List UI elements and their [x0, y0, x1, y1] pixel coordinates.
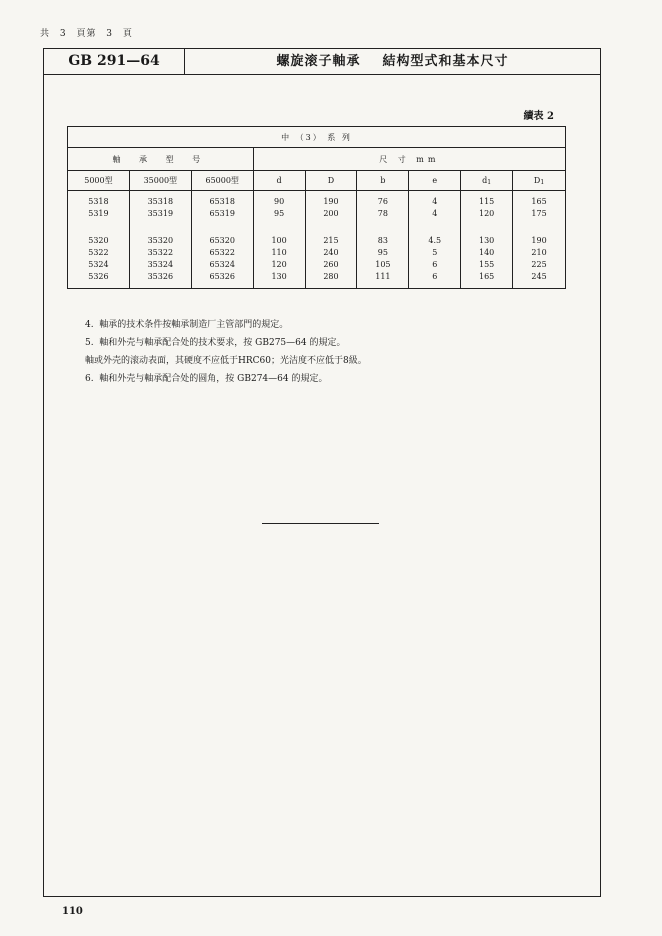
table-cell: 6	[409, 259, 461, 271]
end-divider	[262, 523, 379, 524]
table-cell: 5319	[68, 208, 130, 220]
table-cell: 245	[531, 272, 547, 281]
table-cell: 35320	[129, 220, 191, 247]
table-cell: 240	[305, 247, 357, 259]
column-header: b	[357, 171, 409, 191]
series-label: 中 （3） 系 列	[68, 127, 566, 148]
table-cell: 115	[461, 191, 513, 209]
column-header: d1	[461, 171, 513, 191]
table-cell: 35326	[129, 271, 191, 289]
note-item: 6. 軸和外壳与軸承配合处的圆角，按 GB274—64 的規定。	[85, 374, 328, 384]
table-cell: 165	[531, 197, 547, 206]
table-cell: 5324	[68, 259, 130, 271]
column-header-row	[68, 171, 566, 191]
dimension-group-header: 尺 寸 mm	[253, 148, 565, 171]
table-cell: 65318	[191, 191, 253, 209]
table-cell: 83	[357, 220, 409, 247]
table-cell: 210	[531, 248, 547, 257]
table-cell: 95	[357, 247, 409, 259]
table-cell: 200	[305, 208, 357, 220]
table-cell: 5	[409, 247, 461, 259]
table-row	[68, 259, 566, 271]
table-cell: 140	[461, 247, 513, 259]
table-cell: 130	[253, 271, 305, 289]
table-row	[68, 247, 566, 259]
model-group-header: 軸 承 型 号	[68, 148, 254, 171]
table-cell: 65320	[191, 220, 253, 247]
table-cell: 175	[531, 209, 547, 218]
table-cell: 120	[253, 259, 305, 271]
page-count-info: 共 3 頁第 3 頁	[40, 29, 133, 39]
column-header: D1	[513, 171, 566, 191]
table-cell: 4.5	[409, 220, 461, 247]
notes-section	[85, 316, 585, 388]
table-cell: 190	[305, 191, 357, 209]
header-bar	[44, 49, 600, 75]
dimension-table	[67, 126, 566, 289]
column-header: 65000型	[191, 171, 253, 191]
table-cell: 35322	[129, 247, 191, 259]
column-header: d	[253, 171, 305, 191]
table-cell: 190	[531, 236, 547, 245]
column-header: 5000型	[68, 171, 130, 191]
table-cell: 5322	[68, 247, 130, 259]
table-cell: 155	[461, 259, 513, 271]
table-cell: 105	[357, 259, 409, 271]
table-cell: 130	[461, 220, 513, 247]
note-item: 軸或外壳的滚动表面，其硬度不应低于HRC60；光洁度不应低于8級。	[85, 356, 367, 366]
table-row	[68, 208, 566, 220]
column-subscript: 1	[487, 178, 492, 186]
table-cell: 76	[357, 191, 409, 209]
table-cell: 225	[531, 260, 547, 269]
table-row	[68, 191, 566, 209]
table-cell: 65322	[191, 247, 253, 259]
table-cell: 95	[253, 208, 305, 220]
column-header: e	[409, 171, 461, 191]
table-cell: 4	[409, 208, 461, 220]
column-header: D	[305, 171, 357, 191]
page-number: 110	[62, 906, 83, 917]
column-subscript: 1	[540, 178, 545, 186]
table-cell: 35319	[129, 208, 191, 220]
table-row	[68, 271, 566, 289]
table-cell: 100	[253, 220, 305, 247]
column-header: 35000型	[129, 171, 191, 191]
table-cell: 35324	[129, 259, 191, 271]
note-item: 5. 軸和外壳与軸承配合处的技术要求，按 GB275—64 的規定。	[85, 338, 346, 348]
table-cell: 65319	[191, 208, 253, 220]
table-cell: 5318	[68, 191, 130, 209]
table-cell: 215	[305, 220, 357, 247]
table-cell: 5326	[68, 271, 130, 289]
table-cell: 120	[461, 208, 513, 220]
table-cell: 78	[357, 208, 409, 220]
table-cell: 110	[253, 247, 305, 259]
table-cell: 65326	[191, 271, 253, 289]
table-cell: 280	[305, 271, 357, 289]
table-cell: 260	[305, 259, 357, 271]
document-title: 螺旋滚子軸承 結构型式和基本尺寸	[276, 54, 509, 69]
table-cell: 4	[409, 191, 461, 209]
document-frame	[43, 48, 601, 897]
table-cell: 90	[253, 191, 305, 209]
table-row	[68, 220, 566, 247]
table-cell: 35318	[129, 191, 191, 209]
note-item: 4. 軸承的技术条件按軸承制造厂主管部門的規定。	[85, 320, 289, 330]
table-cell: 6	[409, 271, 461, 289]
continuation-label: 續表 2	[523, 111, 554, 122]
standard-number: GB 291—64	[44, 49, 185, 74]
table-cell: 65324	[191, 259, 253, 271]
table-cell: 5320	[68, 220, 130, 247]
table-cell: 111	[357, 271, 409, 289]
table-cell: 165	[461, 271, 513, 289]
